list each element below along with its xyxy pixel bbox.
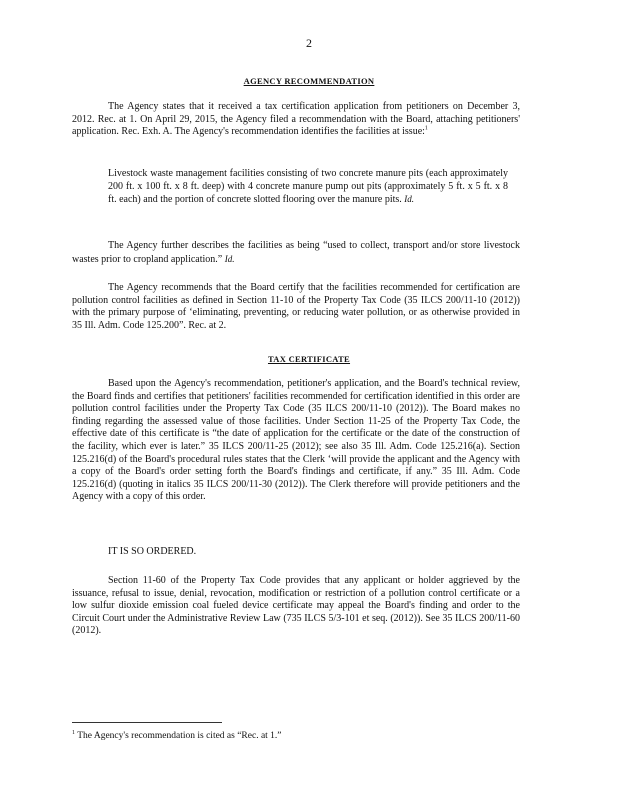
paragraph-agency-statement-text: The Agency states that it received a tax certification application from petitioners on December 3, 2012. Rec. at 1. On April 29, 2015, the Agency filed a recommendation with the Board, attaching petitioners' application. Rec. Exh. A. The Agency's recommendation identifies the facilities at issue:: [72, 101, 520, 138]
paragraph-agency-statement: [72, 101, 520, 139]
paragraph-board-findings: [72, 378, 520, 504]
footnote-text: The Agency's recommendation is cited as “Rec. at 1.”: [77, 731, 282, 741]
heading-agency-recommendation: [0, 76, 618, 86]
paragraph-agency-recommends: [72, 282, 520, 332]
footnote: [72, 731, 282, 741]
heading-agency-recommendation-text: AGENCY RECOMMENDATION: [243, 76, 375, 86]
paragraph-appeal-rights: [72, 575, 520, 638]
paragraph-board-findings-text: Based upon the Agency's recommendation, petitioner's application, and the Board's technical review, the Board finds and certifies that petitioners' facilities recommended for certification identified in this order are pollution control facilities under the Property Tax Code (35 ILCS 200/11-10 (2012)). The Board makes no finding regarding the assessed value of those facilities. Under Section 11-25 of the Property Tax Code, the effective date of this certificate is “the date of application for the certificate or the date of the construction of the facility, which ever is later.” 35 ILCS 200/11-25 (2012); see also 35 Ill. Adm. Code 125.216(a). Section 125.216(d) of the Board's procedural rules states that the Clerk ‘will provide the applicant and the Agency with a copy of the Board's order setting forth the Board's findings and certificate, if any.” 35 Ill. Adm. Code 125.216(d) (quoting in italics 35 ILCS 200/11-30 (2012)). The Clerk therefore will provide petitioners and the Agency with a copy of this order.: [72, 378, 520, 503]
order-statement: IT IS SO ORDERED.: [108, 546, 197, 557]
paragraph-agency-recommends-text: The Agency recommends that the Board certify that the facilities recommended for certification are pollution control facilities as defined in Section 11-10 of the Property Tax Code (35 ILCS 200/11-10 (2012)) with the primary purpose of ‘eliminating, preventing, or reducing water pollution, or as otherwise provided in 35 Ill. Adm. Code 125.200”. Rec. at 2.: [72, 282, 520, 331]
footnote-marker: 1: [72, 729, 75, 736]
facilities-quote-text: Livestock waste management facilities consisting of two concrete manure pits (each approximately 200 ft. x 100 ft. x 8 ft. deep) with 4 concrete manure pump out pits (approximately 5 ft. x 5 ft. x 8 ft. each) and the portion of concrete slotted flooring over the manure pits.: [108, 168, 508, 206]
heading-tax-certificate-text: TAX CERTIFICATE: [267, 354, 351, 364]
page-number: 2: [306, 36, 312, 50]
heading-tax-certificate: [0, 354, 618, 364]
paragraph-agency-describes-citation: Id.: [224, 253, 235, 264]
facilities-quote-citation: Id.: [404, 194, 415, 205]
footnote-divider: [72, 722, 222, 723]
paragraph-appeal-rights-text: Section 11-60 of the Property Tax Code provides that any applicant or holder aggrieved by the issuance, refusal to issue, denial, revocation, modification or restriction of a pollution control certificate or a low sulfur dioxide emission coal fueled device certificate may appeal the Board's finding and order to the Circuit Court under the Administrative Review Law (735 ILCS 5/3-101 et seq. (2012)). See 35 ILCS 200/11-60 (2012).: [72, 575, 520, 637]
paragraph-agency-describes: [72, 240, 520, 266]
footnote-reference: 1: [424, 125, 428, 132]
paragraph-agency-describes-text: The Agency further describes the facilities as being “used to collect, transport and/or store livestock wastes prior to cropland application.”: [72, 240, 520, 265]
facilities-block-quote: [108, 168, 508, 207]
